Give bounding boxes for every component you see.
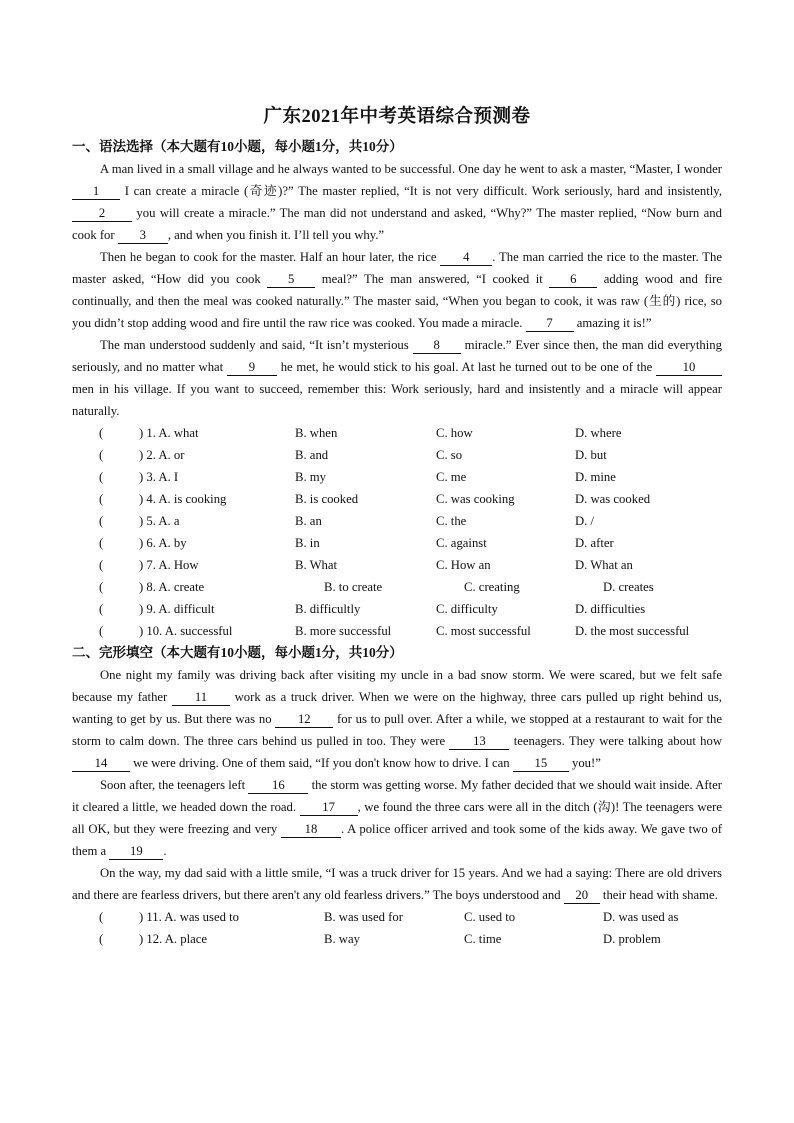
answer-paren[interactable]: ( <box>99 558 104 572</box>
text: The man understood suddenly and said, “It isn’t mysterious <box>100 338 413 352</box>
s1-paragraph-2 <box>72 246 722 334</box>
text: amazing it is!” <box>573 316 652 330</box>
option-d: D. creates <box>603 580 654 594</box>
option-c: C. How an <box>436 558 491 572</box>
s1-paragraph-1 <box>72 158 722 246</box>
option-b: B. an <box>295 514 322 528</box>
blank-18[interactable]: 18 <box>281 822 341 838</box>
text: you will create a miracle.” The man did not understand and asked, “Why?” The master replied, “Now burn and cook for <box>72 206 722 242</box>
blank-10[interactable]: 10 <box>656 360 722 376</box>
text: On the way, my dad said with a little smile, “I was a truck driver for 15 years. And we had a saying: There are old drivers and there are fearless drivers, but there aren't any old fearless drivers.” The boys understood and <box>72 866 722 902</box>
text: he met, he would stick to his goal. At last he turned out to be one of the <box>276 360 656 374</box>
option-row-10 <box>72 620 722 642</box>
text: . A police officer arrived and took some of the kids away. We gave two of them a <box>72 822 722 858</box>
option-c: C. me <box>436 470 467 484</box>
exam-title: 广东2021年中考英语综合预测卷 <box>263 107 531 127</box>
option-a: ) 5. A. a <box>139 514 180 528</box>
option-a: ) 8. A. create <box>139 580 205 594</box>
answer-paren[interactable]: ( <box>99 602 104 616</box>
option-row-2 <box>72 444 722 466</box>
text: for us to pull over. After a while, we stopped at a restaurant to wait for the storm to calm down. The three cars behind us pulled in too. They were <box>72 712 722 748</box>
option-a: ) 3. A. I <box>139 470 179 484</box>
option-a: ) 10. A. successful <box>139 624 233 638</box>
option-row-9 <box>72 598 722 620</box>
option-b: B. and <box>295 448 329 462</box>
option-row-6 <box>72 532 722 554</box>
option-d: D. mine <box>575 470 616 484</box>
exam-page <box>72 98 722 950</box>
option-a: ) 12. A. place <box>139 932 207 946</box>
option-a: ) 2. A. or <box>139 448 185 462</box>
option-b: B. way <box>324 932 360 946</box>
blank-14[interactable]: 14 <box>72 756 130 772</box>
option-c: C. difficulty <box>436 602 498 616</box>
text: Then he began to cook for the master. Half an hour later, the rice <box>100 250 441 264</box>
blank-5[interactable]: 5 <box>267 272 315 288</box>
option-c: C. most successful <box>436 624 531 638</box>
option-c: C. time <box>464 932 502 946</box>
option-d: D. the most successful <box>575 624 690 638</box>
option-row-3 <box>72 466 722 488</box>
option-row-11 <box>72 906 722 928</box>
option-d: D. / <box>575 514 595 528</box>
option-c: C. used to <box>464 910 516 924</box>
blank-20[interactable]: 20 <box>564 888 600 904</box>
text: , we found the three cars were all in the ditch (沟)! The teenagers were all OK, but they were freezing and very <box>72 800 722 836</box>
answer-paren[interactable]: ( <box>99 932 104 946</box>
blank-13[interactable]: 13 <box>449 734 509 750</box>
option-c: C. how <box>436 426 473 440</box>
answer-paren[interactable]: ( <box>99 426 104 440</box>
text: , and when you finish it. I’ll tell you why.” <box>167 228 385 242</box>
s2-paragraph-3 <box>72 862 722 906</box>
s2-options <box>72 906 722 950</box>
section2-heading: 二、完形填空（本大题有10小题，每小题1分，共10分） <box>72 645 403 660</box>
text: the storm was getting worse. My father decided that we should wait inside. After it cleared a little, we headed down the road. <box>72 778 722 814</box>
text: A man lived in a small village and he always wanted to be successful. One day he went to ask a master, “Master, I wonder <box>100 162 722 176</box>
option-d: D. problem <box>603 932 661 946</box>
answer-paren[interactable]: ( <box>99 536 104 550</box>
option-row-8 <box>72 576 722 598</box>
option-b: B. to create <box>324 580 383 594</box>
option-c: C. creating <box>464 580 520 594</box>
answer-paren[interactable]: ( <box>99 624 104 638</box>
text: work as a truck driver. When we were on the highway, three cars pulled up right behind us, wanting to get by us. But there was no <box>72 690 722 726</box>
text: we were driving. One of them said, “If you don't know how to drive. I can <box>130 756 513 770</box>
option-c: C. was cooking <box>436 492 515 506</box>
answer-paren[interactable]: ( <box>99 492 104 506</box>
option-a: ) 7. A. How <box>139 558 199 572</box>
blank-11[interactable]: 11 <box>172 690 230 706</box>
blank-1[interactable]: 1 <box>72 184 120 200</box>
blank-12[interactable]: 12 <box>275 712 333 728</box>
option-row-5 <box>72 510 722 532</box>
s2-paragraph-2 <box>72 774 722 862</box>
text: miracle.” Ever since then, the man did everything seriously, and no matter what <box>72 338 722 374</box>
text: men in his village. If you want to succeed, remember this: Work seriously, hard and insistently and a miracle will appear naturally. <box>72 382 722 418</box>
option-row-12 <box>72 928 722 950</box>
text: I can create a miracle (奇迹)?” The master replied, “It is not very difficult. Work seriously, hard and insistently, <box>120 184 722 198</box>
text: their head with shame. <box>599 888 718 902</box>
option-b: B. more successful <box>295 624 392 638</box>
answer-paren[interactable]: ( <box>99 910 104 924</box>
section1-heading: 一、语法选择（本大题有10小题，每小题1分，共10分） <box>72 139 403 154</box>
option-b: B. is cooked <box>295 492 359 506</box>
option-d: D. but <box>575 448 607 462</box>
blank-6[interactable]: 6 <box>549 272 597 288</box>
option-d: D. after <box>575 536 614 550</box>
text: teenagers. They were talking about how <box>509 734 722 748</box>
option-d: D. What an <box>575 558 633 572</box>
option-c: C. against <box>436 536 487 550</box>
answer-paren[interactable]: ( <box>99 470 104 484</box>
text: One night my family was driving back after visiting my uncle in a bad snow storm. We were scared, but we felt safe because my father <box>72 668 722 704</box>
option-b: B. in <box>295 536 320 550</box>
answer-paren[interactable]: ( <box>99 514 104 528</box>
option-row-4 <box>72 488 722 510</box>
blank-3[interactable]: 3 <box>118 228 168 244</box>
text: . The man carried the rice to the master. The master asked, “How did you cook <box>72 250 722 286</box>
option-d: D. difficulties <box>575 602 646 616</box>
option-a: ) 4. A. is cooking <box>139 492 227 506</box>
answer-paren[interactable]: ( <box>99 448 104 462</box>
text: Soon after, the teenagers left <box>100 778 249 792</box>
blank-7[interactable]: 7 <box>526 316 574 332</box>
text: you!” <box>568 756 601 770</box>
option-a: ) 6. A. by <box>139 536 187 550</box>
option-row-7 <box>72 554 722 576</box>
s1-options <box>72 422 722 642</box>
option-d: D. was cooked <box>575 492 651 506</box>
s1-paragraph-3 <box>72 334 722 422</box>
blank-17[interactable]: 17 <box>300 800 358 816</box>
option-d: D. where <box>575 426 622 440</box>
blank-9[interactable]: 9 <box>227 360 277 376</box>
option-a: ) 11. A. was used to <box>139 910 239 924</box>
option-b: B. was used for <box>324 910 403 924</box>
option-b: B. What <box>295 558 338 572</box>
option-row-1 <box>72 422 722 444</box>
blank-19[interactable]: 19 <box>109 844 163 860</box>
blank-16[interactable]: 16 <box>248 778 308 794</box>
option-d: D. was used as <box>603 910 679 924</box>
answer-paren[interactable]: ( <box>99 580 104 594</box>
blank-15[interactable]: 15 <box>513 756 569 772</box>
text: meal?” The man answered, “I cooked it <box>315 272 550 286</box>
option-b: B. my <box>295 470 327 484</box>
s2-paragraph-1 <box>72 664 722 774</box>
blank-8[interactable]: 8 <box>413 338 461 354</box>
option-b: B. when <box>295 426 338 440</box>
text: adding wood and fire continually, and then the meal was cooked naturally.” The master said, “When you began to cook, it was raw (生的) rice, so you didn’t stop adding wood and fire until the raw rice was cooked. You made a miracle. <box>72 272 722 330</box>
text: . <box>163 844 167 858</box>
option-c: C. so <box>436 448 463 462</box>
option-b: B. difficultly <box>295 602 361 616</box>
blank-2[interactable]: 2 <box>72 206 132 222</box>
option-a: ) 9. A. difficult <box>139 602 215 616</box>
option-a: ) 1. A. what <box>139 426 199 440</box>
option-c: C. the <box>436 514 467 528</box>
blank-4[interactable]: 4 <box>440 250 492 266</box>
